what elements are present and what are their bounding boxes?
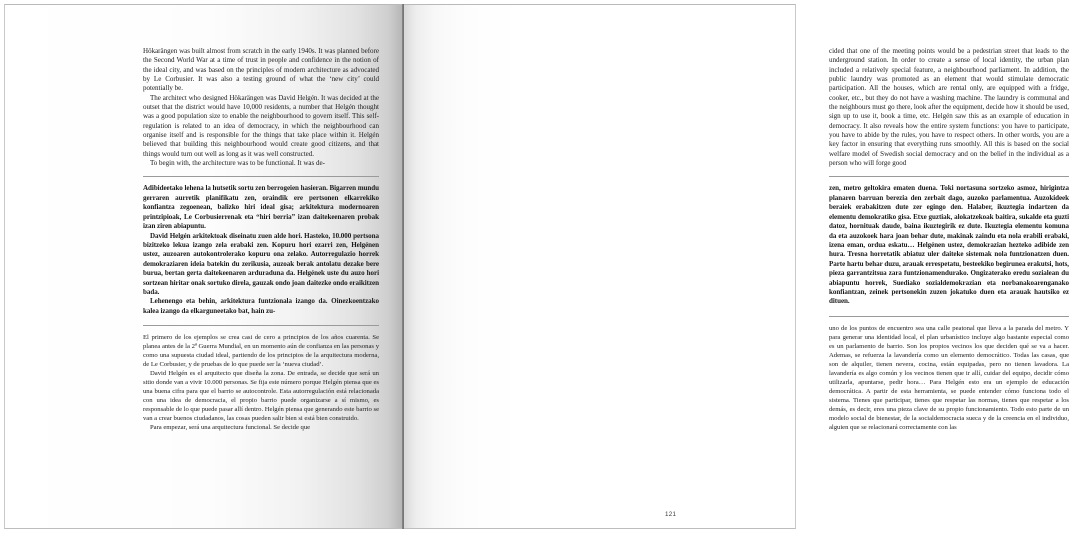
language-divider-rule xyxy=(143,176,379,177)
paragraph: To begin with, the architecture was to be functional. It was de- xyxy=(150,159,325,168)
right-basque-block xyxy=(829,184,1069,306)
paragraph: uno de los puntos de encuentro sea una calle peatonal que lleva a la parada del metro. Y para generar una identidad local, el plan urbanístico incluye algo bastante especial como es un parlamento de barrio. Son los propios vecinos los que deciden qué se va a hacer. Ademas, se refuerza la lavandería como un elemento democrático. Todas las casas, que son de alquiler, tienen nevera, cocina, están equipadas, pero no tienen lavadora. La lavandería es algo común y los vecinos tienen que ir allí, cuidar del equipo, decidir cómo utilizarla, apuntarse, pedir hora… Para Helgén esto era un ejemplo de educación democrática. A partir de esta herramienta, se puede entender cómo funciona todo el sistema. Tienes que participar, tienes que respetar las normas, tienes que respetar a los demás, es decir, eres una pieza clave de su propio funcionamiento. Todo esto parte de un modelo social de bienestar, de la socialdemocracia sueca y de la creencia en el individuo, alguien que se relacionará correctamente con las xyxy=(829,324,1069,431)
paragraph: The architect who designed Hökarängen was David Helgén. It was decided at the outset that the district would have 10,000 residents, a number that Helgén thought was a good population size to enable the neighbourhood to govern itself. This self-regulation is related to an idea of democracy, in which the neighbourhood can organise itself and is responsible for the things that take place within it. Helgén believed that building this neighbourhood would create good citizens, and that things would turn out well as long as it was well constructed. xyxy=(143,93,379,158)
paragraph: Hökarängen was built almost from scratch in the early 1940s. It was planned before the Second World War at a time of trust in people and confidence in the notion of the ideal city, and was based on the principles of modern architecture as advocated by Le Corbusier. It was also a testing ground of what the ‘new city’ could potentially be. xyxy=(143,47,379,93)
left-english-block xyxy=(143,47,379,168)
left-basque-block xyxy=(143,184,379,316)
left-page xyxy=(4,4,404,529)
language-divider-rule xyxy=(143,325,379,326)
paragraph: El primero de los ejemplos se crea casi de cero a principios de los años cuarenta. Se planea antes de la 2ª Guerra Mundial, en un momento aún de confianza en las personas y como una supuesta ciudad ideal, partiendo de los principios de la arquitectura moderna, de Le Corbusier, y de pruebas de lo que puede ser la ‘nueva ciudad’. xyxy=(143,334,379,369)
left-page-text-column xyxy=(143,47,379,432)
paragraph: Lehenengo eta behin, arkitektura funtzionala izango da. Oinezkoentzako kalea izango da elkarguneetako bat, hain zu- xyxy=(143,297,379,315)
paragraph: Adibideetako lehena la hutsetik sortu zen berrogeien hasieran. Bigarren mundu gerraren aurretik planifikatu zen, oraindik ere pertsonen elkarrekiko konfiantza zegoenean, balizko hiri ideal gisa; arkitektura modernoaren printzipioak, Le Corbusierrenak eta “hiri berria” izan daitekeenaren probak izan ziren abiapuntu. xyxy=(143,184,379,231)
right-english-block xyxy=(829,47,1069,168)
paragraph: David Helgén es el arquitecto que diseña la zona. De entrada, se decide que será un sitio donde van a vivir 10.000 personas. Se fija este número porque Helgén piensa que es una buena cifra para que el barrio se autocontrole. Esta autorregulación está relacionada con una idea de democracia, el propio barrio puede organizarse a sí mismo, es responsable de lo que puede pasar allí dentro. Helgén piensa que generando este barrio se van a crear buenos ciudadanos, las cosas pueden salir bien si está bien construido. xyxy=(143,370,379,423)
paragraph: Para empezar, será una arquitectura funcional. Se decide que xyxy=(150,424,311,432)
language-divider-rule xyxy=(829,176,1069,177)
page-number: 121 xyxy=(665,511,677,518)
language-divider-rule xyxy=(829,316,1069,317)
right-spanish-block xyxy=(829,324,1069,432)
paragraph: cided that one of the meeting points would be a pedestrian street that leads to the underground station. In order to create a sense of local identity, the urban plan included a relatively special feature, a neighbourhood parliament. In addition, the public laundry was promoted as an element that would stimulate democratic participation. All the houses, which are rental only, are equipped with a fridge, cooker, etc., but they do not have a washing machine. The laundry is communal and the neighbours must go there, look after the equipment, decide how it should be used, sign up to use it, book a time, etc. Helgén saw this as an example of education in democracy. It also reveals how the entire system functions: you have to participate, you have to abide by the rules, you have to respect others. In other words, you are a key factor in ensuring that everything runs smoothly. All this is based on the social welfare model of Swedish social democracy and on the belief in the individual as a person who will forge good xyxy=(829,47,1069,168)
paragraph: David Helgén arkitektoak diseinatu zuen alde hori. Hasteko, 10.000 pertsona bizitzeko lekua izango zela erabaki zen. Kopuru hori ezarri zen, Helgénen ustez, auzoaren autokontrolerako kopuru ona zelako. Autorregulazio horrek demokraziaren ideia batekin du zerikusia, auzoak berak antolatu dezake bere burua, bertan gerta daitekeenaren arduraduna da. Helgének uste du auzo hori sortzean hiritar onak sortuko direla, gauzak ondo joan daitezke ondo eraikitzen bada. xyxy=(143,231,379,296)
right-page-text-column xyxy=(829,47,1069,432)
right-page xyxy=(404,4,1069,529)
left-spanish-block xyxy=(143,333,379,432)
paragraph: zen, metro geltokira ematen duena. Toki nortasuna sortzeko asmoz, hirigintza planaren barruan berezia den zerbait dago, auzoko parlamentua. Auzokideek beraiek erabakitzen dute zer egingo den. Halaber, ikuztegia indartzen da elementu demokratiko gisa. Etxe guztiak, alokatzekoak baitira, sukalde eta guzti datoz, hornituak daude, baina ikuztegirik ez dute. Ikuztegia elementu komuna da eta auzokoek hara joan behar dute, makinak zaindu eta nola erabili erabaki, izena eman, ordua eskatu… Helgénen ustez, demokrazian hezteko adibide zen hura. Tresna horretatik abiatuz uler daiteke sistemak nola funtzionatzen duen. Parte hartu behar duzu, arauak errespetatu, besteekiko begirunea erakutsi, hots, pieza garrantzitsua zara funtzionamendurako. Ongizaterako eredu sozialean du abiapuntu horrek, Suediako sozialdemokrazian eta norbanakoarenganako konfiantzan, zeinek pertsonekin zuzen jokatuko duen eta arauak hautsiko ez dituen. xyxy=(829,184,1069,306)
